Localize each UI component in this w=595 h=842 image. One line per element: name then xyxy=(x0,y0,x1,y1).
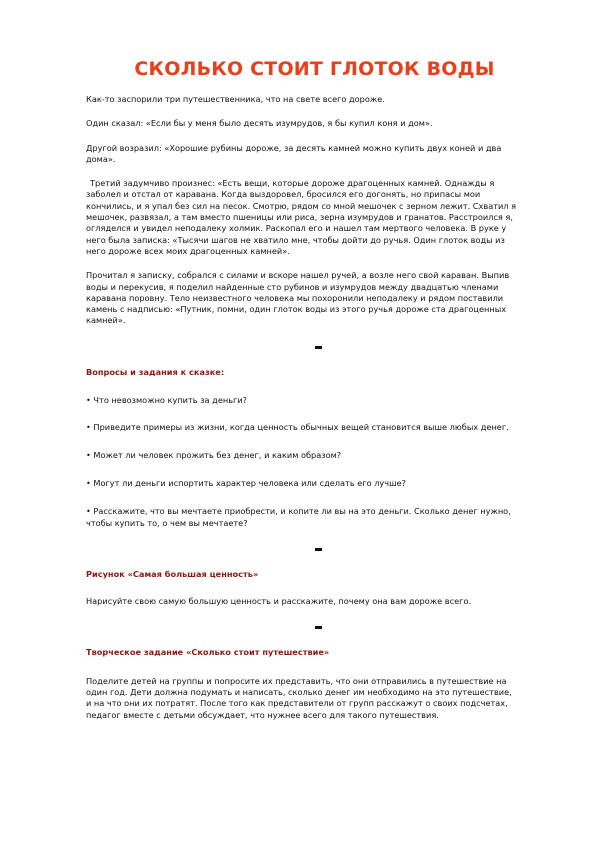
story-paragraph: Прочитал я записку, собрался с силами и вскоре нашел ручей, а возле него свой караван. Выпив воды и перекусив, я поделил найденные сто рубинов и изумрудов между двадцатью членами каравана поровну. Тело неизвестного человека мы похоронили неподалеку и рядом поставили камень с надписью: «Путник, помни, один глоток воды из этого ручья дороже ста драгоценных камней». xyxy=(86,270,510,326)
questions-heading: Вопросы и задания к сказке: xyxy=(86,366,225,377)
section-divider xyxy=(315,626,322,629)
question-item: • Расскажите, что вы мечтаете приобрести, и копите ли вы на это деньги. Сколько денег нужно, чтобы купить то, о чем вы мечтаете? xyxy=(86,506,511,528)
question-item: • Могут ли деньги испортить характер человека или сделать его лучше? xyxy=(86,477,406,488)
story-paragraph: Один сказал: «Если бы у меня было десять изумрудов, я бы купил коня и дом». xyxy=(86,118,433,129)
section-divider xyxy=(315,346,322,349)
creative-text: Поделите детей на группы и попросите их представить, что они отправились в путешествие на один год. Дети должна подумать и написать, сколько денег им необходимо на это путешествие, и на что они их потратят. После того как представители от групп расскажут о своих подсчетах, педагог вместе с детьми обсуждает, что нужнее всего для такого путешествия. xyxy=(86,675,512,720)
story-paragraph: Другой возразил: «Хорошие рубины дороже, за десять камней можно купить двух коней и два дома». xyxy=(86,142,502,164)
section-divider xyxy=(315,548,322,551)
story-paragraph: Как-то заспорили три путешественника, что на свете всего дороже. xyxy=(86,94,385,104)
question-item: • Приведите примеры из жизни, когда ценность обычных вещей становится выше любых денег. xyxy=(86,422,509,433)
story-paragraph: Третий задумчиво произнес: «Есть вещи, которые дороже драгоценных камней. Однажды я заболел и отстал от каравана. Когда выздоровел, бросился его догонять, но припасы мои кончились, и я упал без сил на песок. Смотрю, рядом со мной мешочек с зерном лежит. Схватил я мешочек, развязал, а там вместо пшеницы или риса, зерна изумрудов и гранатов. Расстроился я, огляделся и увидел неподалеку холмик. Раскопал его и нашел там мертвого человека. В руке у него была записка: «Тысячи шагов не хватило мне, чтобы дойти до ручья. Один глоток воды из него дороже всех моих драгоценных камней». xyxy=(86,178,517,256)
question-item: • Что невозможно купить за деньги? xyxy=(86,395,248,406)
drawing-heading: Рисунок «Самая большая ценность» xyxy=(86,568,259,579)
creative-heading: Творческое задание «Сколько стоит путешествие» xyxy=(86,647,330,658)
page-title: СКОЛЬКО СТОИТ ГЛОТОК ВОДЫ xyxy=(134,58,495,80)
drawing-text: Нарисуйте свою самую большую ценность и расскажите, почему она вам дороже всего. xyxy=(86,596,472,607)
question-item: • Может ли человек прожить без денег, и каким образом? xyxy=(86,449,342,460)
